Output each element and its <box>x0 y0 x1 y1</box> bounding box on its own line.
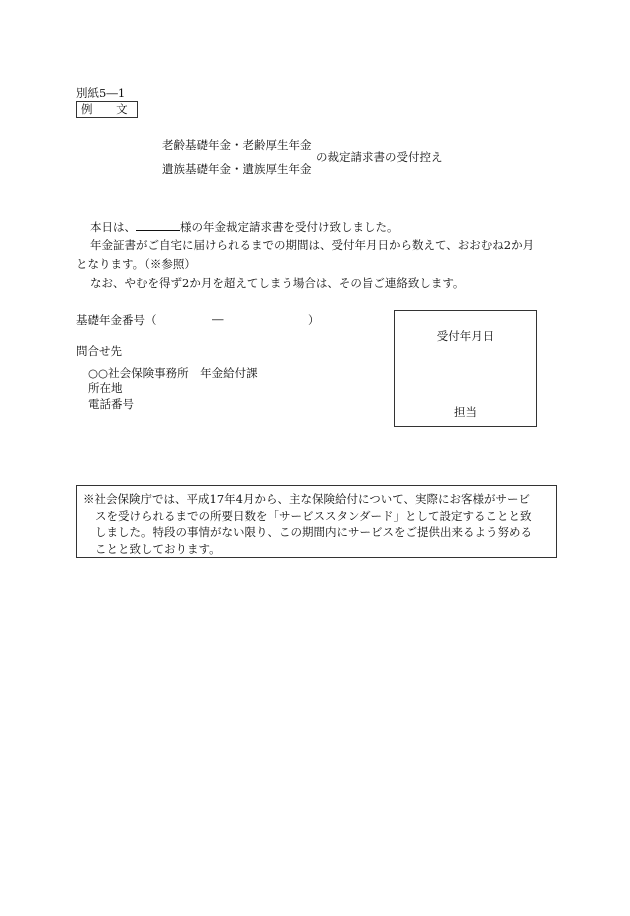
pension-number-dash: ― <box>212 312 224 326</box>
contact-office: ○○社会保険事務所 年金給付課 <box>88 365 258 380</box>
pension-number-close: ） <box>308 313 320 327</box>
title-suffix: の裁定請求書の受付控え <box>316 150 443 164</box>
notice-line: スを受けられるまでの所要日数を「サービススタンダード」として設定することと致 <box>95 508 532 523</box>
contact-heading: 問合せ先 <box>76 344 122 358</box>
contact-block <box>76 344 258 412</box>
notice-line: しました。特段の事情がない限り、この期間内にサービスをご提供出来るよう努める <box>95 525 532 539</box>
contact-phone-label: 電話番号 <box>88 396 134 411</box>
annex-label: 別紙5―1 <box>76 86 126 100</box>
service-standard-notice <box>76 485 557 558</box>
pension-number-field <box>76 312 320 328</box>
pension-number-label: 基礎年金番号（ <box>76 313 157 327</box>
receipt-prefix: 本日は、 <box>90 220 136 234</box>
example-label-box: 例 文 <box>76 101 138 118</box>
contact-address-label: 所在地 <box>88 381 123 395</box>
notice-line: ※社会保険庁では、平成17年4月から、主な保険給付について、実際にお客様がサービ <box>83 492 530 506</box>
delivery-period-line1: 年金証書がご自宅に届けられるまでの期間は、受付年月日から数えて、おおむね2か月 <box>90 238 535 252</box>
staff-label: 担当 <box>454 405 477 419</box>
name-blank-line <box>136 218 180 231</box>
title-line-old-age: 老齢基礎年金・老齢厚生年金 <box>162 138 312 152</box>
receipt-paragraph <box>90 218 399 235</box>
receipt-stamp-box <box>394 310 537 427</box>
delay-notice-paragraph: なお、やむを得ず2か月を超えてしまう場合は、その旨ご連絡致します。 <box>90 276 465 290</box>
notice-line: ことと致しております。 <box>95 541 221 556</box>
title-line-survivors: 遺族基礎年金・遺族厚生年金 <box>162 162 312 176</box>
receipt-suffix: 様の年金裁定請求書を受付け致しました。 <box>180 220 399 234</box>
receipt-date-label: 受付年月日 <box>436 329 495 343</box>
delivery-period-line2: となります。（※参照） <box>76 257 196 271</box>
